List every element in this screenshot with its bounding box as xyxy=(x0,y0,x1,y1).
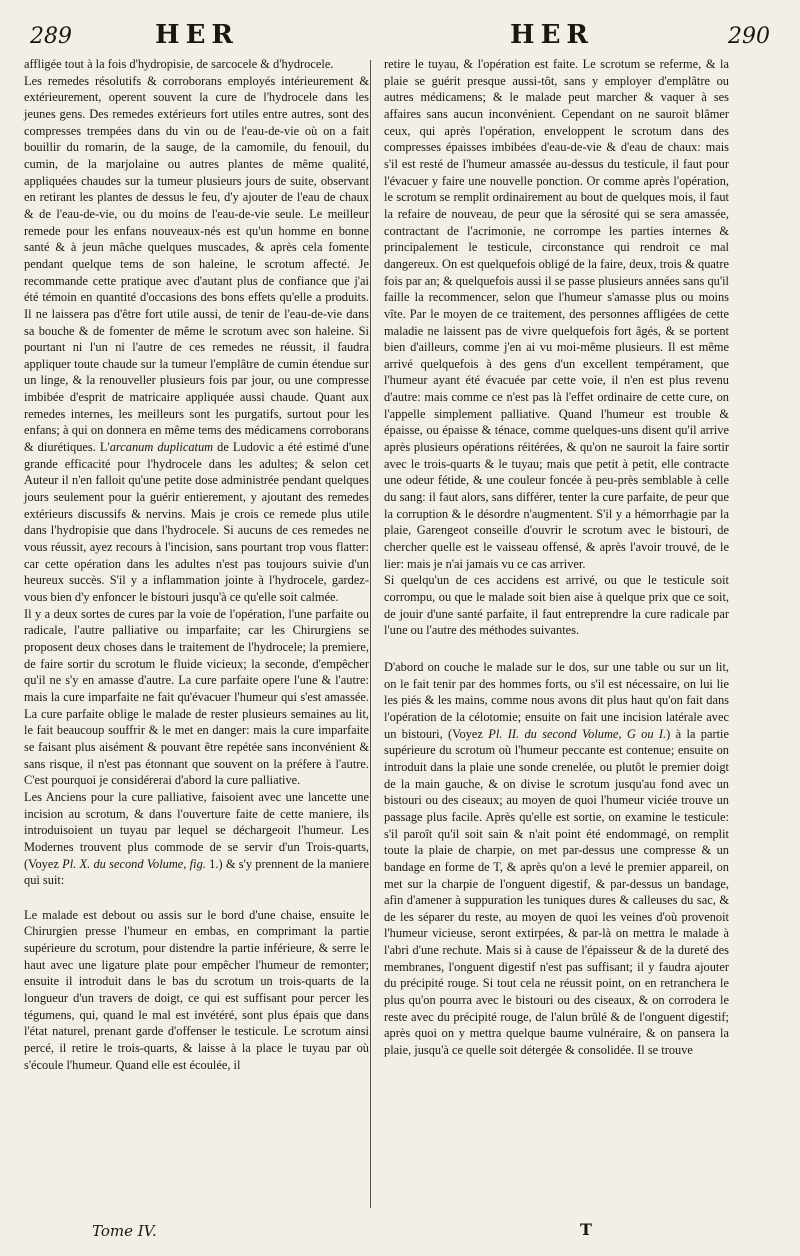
paragraph: Il y a deux sortes de cures par la voie de l'opération, l'une parfaite ou radicale, l'autre palliative ou imparfaite; car les Chirurgiens se proposent deux choses dans le traitement de l'hydrocele; la premiere, de faire sortir du scrotum le fluide vicieux; la seconde, d'empêcher qu'il ne s'y en amasse d'autre. La cure parfaite opere l'une & l'autre: mais la cure imparfaite ne fait qu'évacuer l'humeur qui s'est amassée. La cure parfaite oblige le malade de rester plusieurs semaines au lit, le fait beaucoup souffrir & le met en danger: mais la cure imparfaite se faisant plus aisément & pouvant être repétée sans inconvénient & sans risque, il n'est pas étonnant que souvent on la préfere à l'autre. C'est pourquoi je considérerai d'abord la cure palliative. xyxy=(24,606,369,788)
paragraph: Les Anciens pour la cure palliative, faisoient avec une lancette une incision au scrotum, & dans l'ouverture faite de cette maniere, ils introduisoient un tuyau par lequel se déchargeoit l'humeur. Les Modernes trouvent plus commode de se servir d'un Trois-quarts, (Voyez Pl. X. du second Volume, fig. 1.) & s'y prennent de la maniere qui suit: xyxy=(24,789,370,888)
left-running-head: HER xyxy=(155,20,239,50)
signature-mark: T xyxy=(580,1220,592,1239)
paragraph: Le malade est debout ou assis sur le bord d'une chaise, ensuite le Chirurgien presse l'humeur en embas, en comprimant la partie supérieure du scrotum, pour distendre la partie inférieure, & serre le haut avec une ligature plate pour empêcher l'humeur de remonter; ensuite il introduit dans le bas du scrotum un trois-quarts de la longueur d'un travers de doigt, ce qui est suffisant pour percer les tégumens, qui, quand le mal est invétéré, sont plus épais que dans l'état naturel, prenant garde d'offenser le testicule. Le scrotum ainsi percé, il retire le trois-quarts, & laisse à la place le tuyau par où s'écoule l'humeur. Quand elle est écoulée, il xyxy=(24,907,369,1072)
left-column xyxy=(24,56,369,1073)
paragraph: affligée tout à la fois d'hydropisie, de sarcocele & d'hydrocele. xyxy=(24,57,334,71)
paragraph: D'abord on couche le malade sur le dos, sur une table ou sur un lit, on le fait tenir par des hommes forts, ou s'il est nécessaire, on lui lie les piés & les mains, comme nous avons dit plus haut qu'on fait dans l'opération de la célotomie; ensuite on fait une incision latérale avec un bistouri, (Voyez Pl. II. du second Volume, G ou I.) à la partie supérieure du scrotum où l'humeur peccante est contenue; ensuite on introduit dans la plaie une sonde crenelée, ou plutôt le premier doigt de la main gauche, & on divise le scrotum jusqu'au fond avec un bistouri ou des ciseaux; au moyen de quoi l'humeur viciée trouve un passage plus facile. Après qu'elle est sortie, on examine le testicule: s'il paroît qu'il soit sain & n'ait point été endommagé, on remplit toute la plaie de charpie, on met par-dessus une compresse & un bandage en forme de T, & après qu'on a levé le premier appareil, on met sur la charpie de l'onguent digestif, & par-dessus un bandage, afin d'amener à suppuration les tuniques dures & calleuses du sac, & de les séparer du reste, au moyen de quoi les veines d'où provenoit l'humeur vicieuse, seront extirpées, & par-là on mettra le malade à l'abri d'une rechute. Mais si à cause de l'épaisseur & de la dureté des membranes, l'onguent digestif n'est pas suffisant; il y faudra ajouter du précipité rouge. Si tout cela ne réussit point, on en retranchera le plus qu'on pourra avec le bistouri ou des ciseaux, & on corrodera le reste avec du précipité rouge, de l'alun brûlé & de l'onguent digestif; après quoi on y mettra quelque baume vulnéraire, & on pansera la plaie, jusqu'à ce quelle soit détergée & consolidée. Il se trouve xyxy=(384,659,729,1058)
right-column xyxy=(384,56,729,1059)
left-page-number: 289 xyxy=(30,24,72,49)
column-divider xyxy=(370,60,371,1208)
right-running-head: HER xyxy=(510,20,594,50)
paragraph: Si quelqu'un de ces accidens est arrivé, ou que le testicule soit corrompu, ou que le malade soit bien aise à quelque prix que ce soit, de jouir d'une santé parfaite, il faut entreprendre la cure radicale par l'une ou l'autre des méthodes suivantes. xyxy=(384,573,729,638)
paragraph: Les remedes résolutifs & corroborans employés intérieurement & extérieurement, operent souvent la cure de l'hydrocele dans les jeunes gens. Des remedes extérieurs fort utiles entre autres, sont des compresses trempées dans du vin ou de l'eau-de-vie où on a fait bouillir du romarin, de la sauge, de la camomile, du fenouil, du cumin, de la marjolaine ou autres plantes de même qualité, appliquées chaudes sur la tumeur plusieurs jours de suite, observant en retirant les plantes de dessus le feu, d'y ajouter de l'eau de chaux & de l'eau-de-vie, ou du moins de l'eau-de-vie seule. Le meilleur remede pour les enfans nouveaux-nés est qu'un homme en bonne santé & à jeun mâche quelques muscades, & après cela fomente pendant quelque tems de son haleine, le scrotum affecté. Je recommande cette pratique avec d'autant plus de confiance que j'ai été témoin en quantité d'occasions des bons effets qu'elle a produits. Il ne laissera pas d'être fort utile aussi, de tenir de l'eau-de-vie dans sa bouche & de fomenter de même le scrotum avec son haleine. Si pourtant ni l'un ni l'autre de ces remedes ne réussit, il faudra appliquer toute chaude sur la tumeur l'emplâtre de cumin étendue sur un linge, & la renouveller plusieurs fois par jour, ou une compresse imbibée d'esprit de matricaire appliquée aussi chaude. Quant aux remedes internes, les meilleurs sont les purgatifs, surtout pour les enfans; à qui on donnera en même tems des médicamens corroborans & diurétiques. L'arcanum duplicatum de Ludovic a été estimé d'une grande efficacité pour l'hydrocele dans les adultes; & selon cet Auteur il n'en falloit qu'une petite dose administrée pendant quelques jours seulement pour la guérir entierement, y ajoutant des remedes extérieurs discussifs & nervins. Mais je crois ce remede plus utile dans l'hydropisie que dans l'hydrocele. Si aucuns de ces remedes ne vous réussit, ayez recours à l'incision, sans pourtant trop vous flatter: car cette opération dans les adultes n'est pas toujours suivie d'un heureux succès. S'il y a inflammation jointe à l'hydrocele, gardez-vous bien d'y enfoncer le bistouri jusqu'à ce qu'elle soit calmée. xyxy=(24,73,369,604)
paragraph: retire le tuyau, & l'opération est faite. Le scrotum se referme, & la plaie se guérit presque aussi-tôt, sans y employer d'emplâtre ou autres médicamens; & le malade peut marcher & vaquer à ses affaires sans aucun inconvénient. Cependant on ne sauroit blâmer ceux, qui après l'opération, enveloppent le scrotum dans des compresses épaisses imbibées d'eau-de-vie & d'eau de chaux: mais s'il est resté de l'humeur amassée au-dessus du testicule, il faut pour l'évacuer y faire une nouvelle ponction. Or comme après l'opération, le scrotum se remplit ordinairement au bout de quelques mois, il faut la refaire de nouveau, de peur que la sérosité qui se sera amassée, contractant de l'acrimonie, ne corrompe les parties internes & principalement le testicule, circonstance qui rendroit ce mal dangereux. On est quelquefois obligé de la faire, deux, trois & quatre fois par an; & quelquefois aussi il se passe plusieurs années sans qu'il faille la recommencer, selon que l'humeur s'amasse plus ou moins vîte. Par le moyen de ce traitement, des personnes affligées de cette maladie ne laissent pas de vivre quelquefois fort âgés, & se portent bien d'ailleurs, comme j'en ai vu moi-même plusieurs. Il est même arrivé quelquefois à des gens d'un excellent tempérament, que l'humeur ayant été évacuée par cette voie, il n'en est plus revenu d'autre: mais comme ce n'est pas là l'effet ordinaire de cette cure, on l'appelle simplement palliative. Quand l'humeur est trouble & épaisse, ou épaisse & ténace, comme quelques-uns disent qu'il arrive après plusieurs opérations réitérées, & qu'on ne sauroit la faire sortir avec le trois-quarts & le tuyau; mais que petit à petit, elle contracte une odeur fétide, & une couleur foncée à peu-près semblable à celle du sang: il faut alors, sans différer, tenter la cure parfaite, de peur que la corruption & le désordre n'augmentent. S'il y a hémorrhagie par la plaie, Garengeot conseille d'ouvrir le scrotum avec le bistouri, de chercher quelle est le vaisseau offensé, & après l'avoir trouvé, de le lier: mais je n'ai jamais vu ce cas arriver. xyxy=(384,57,729,571)
volume-footer: Tome IV. xyxy=(92,1222,157,1240)
right-page-number: 290 xyxy=(728,24,770,49)
